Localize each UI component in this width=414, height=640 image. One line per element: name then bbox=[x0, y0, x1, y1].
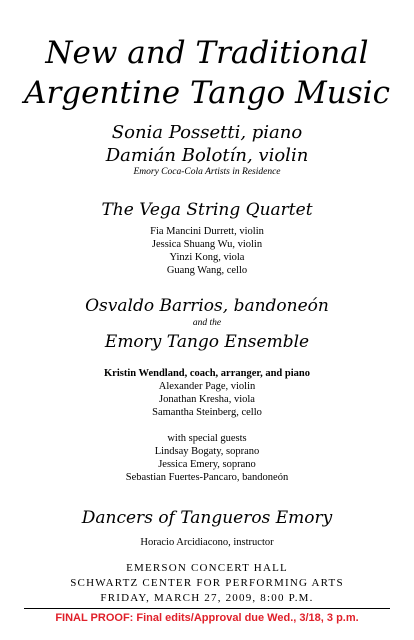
title-line-2: Argentine Tango Music bbox=[24, 75, 390, 111]
bandoneon-heading: Osvaldo Barrios, bandoneón bbox=[85, 296, 329, 316]
guest-member: Jessica Emery, soprano bbox=[158, 459, 256, 470]
ensemble-director: Kristin Wendland, coach, arranger, and piano bbox=[104, 368, 310, 379]
quartet-heading: The Vega String Quartet bbox=[101, 200, 313, 220]
divider bbox=[24, 608, 390, 609]
venue-center: SCHWARTZ CENTER FOR PERFORMING ARTS bbox=[70, 577, 344, 589]
guests-intro: with special guests bbox=[167, 433, 247, 444]
ensemble-member: Samantha Steinberg, cello bbox=[152, 407, 262, 418]
venue-date: FRIDAY, MARCH 27, 2009, 8:00 P.M. bbox=[100, 592, 314, 604]
quartet-member: Guang Wang, cello bbox=[166, 265, 248, 276]
title-line-1: New and Traditional bbox=[45, 35, 369, 71]
residence-note: Emory Coca-Cola Artists in Residence bbox=[133, 167, 281, 177]
guest-member: Sebastian Fuertes-Pancaro, bandoneón bbox=[125, 472, 289, 483]
guest-member: Lindsay Bogaty, soprano bbox=[154, 446, 260, 457]
soloist-violin: Damián Bolotín, violin bbox=[105, 145, 309, 166]
venue-hall: EMERSON CONCERT HALL bbox=[126, 562, 288, 574]
dancers-instructor: Horacio Arcidiacono, instructor bbox=[140, 537, 274, 548]
ensemble-member: Jonathan Kresha, viola bbox=[159, 394, 255, 405]
proof-notice: FINAL PROOF: Final edits/Approval due Wed., 3/18, 3 p.m. bbox=[55, 612, 359, 624]
ensemble-member: Alexander Page, violin bbox=[158, 381, 256, 392]
quartet-member: Fia Mancini Durrett, violin bbox=[150, 226, 264, 237]
ensemble-heading: Emory Tango Ensemble bbox=[104, 332, 310, 352]
quartet-member: Yinzi Kong, viola bbox=[169, 252, 245, 263]
dancers-heading: Dancers of Tangueros Emory bbox=[81, 508, 333, 528]
connector-text: and the bbox=[192, 318, 222, 328]
soloist-piano: Sonia Possetti, piano bbox=[111, 122, 303, 143]
quartet-member: Jessica Shuang Wu, violin bbox=[151, 239, 263, 250]
